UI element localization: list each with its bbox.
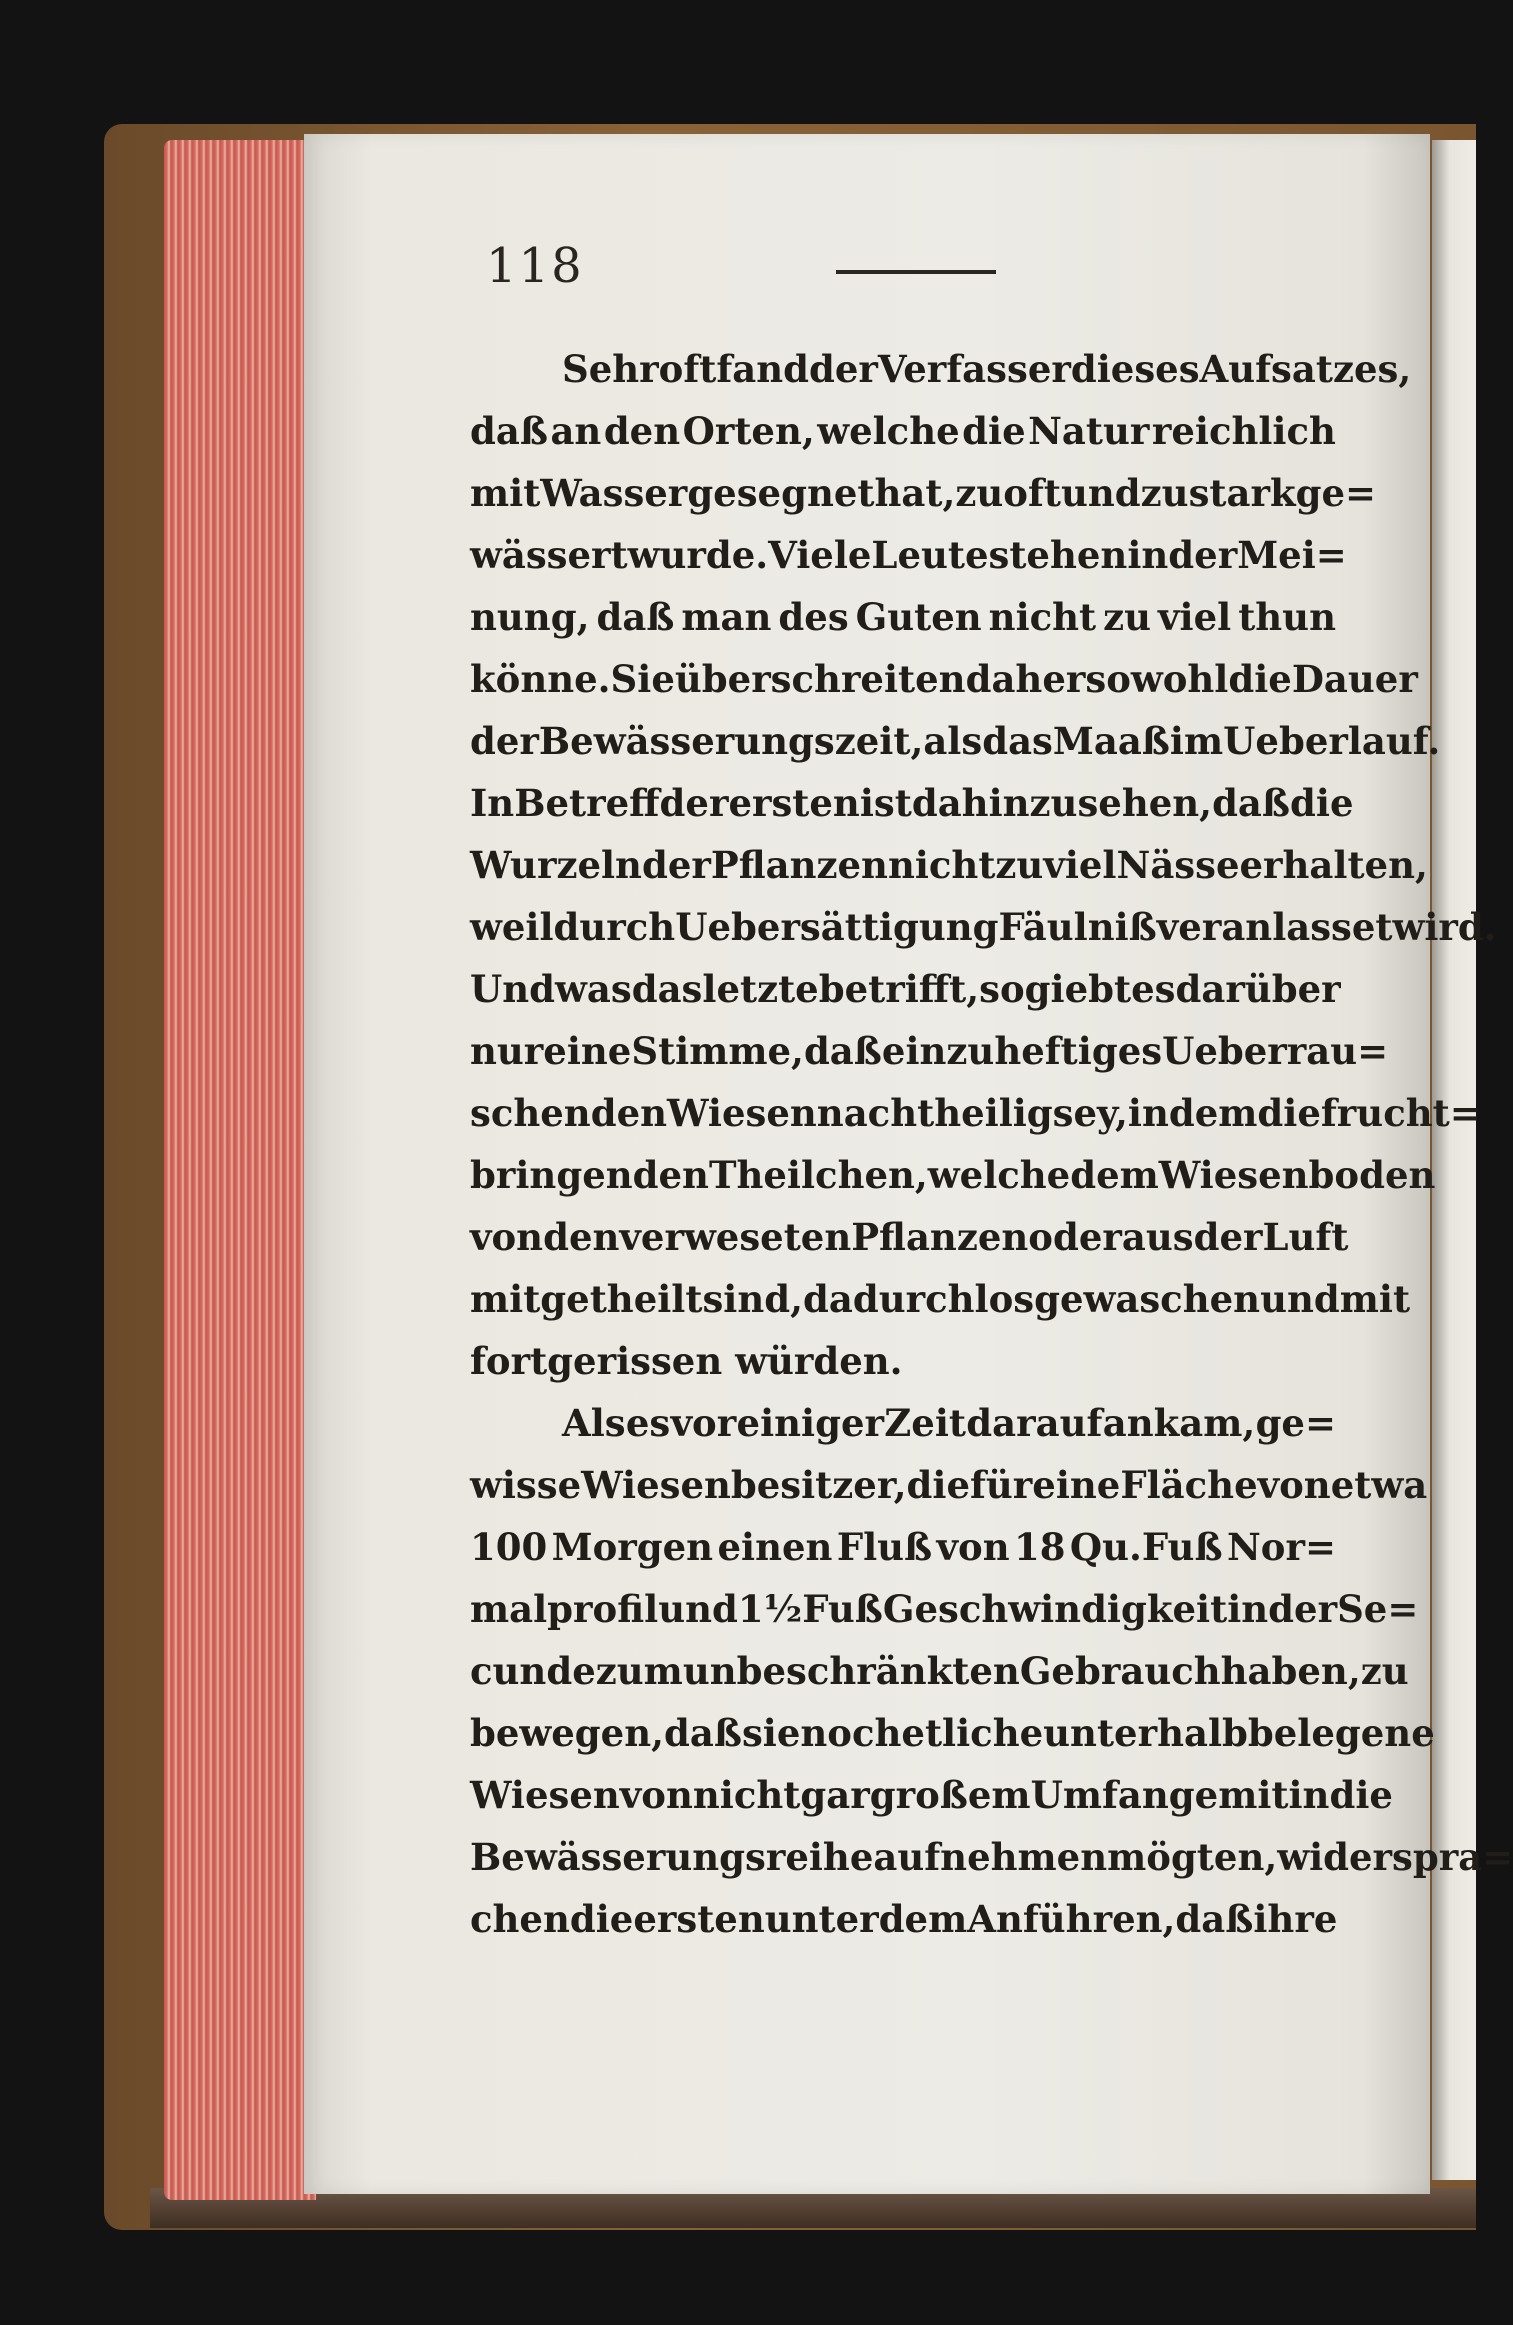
- word: darüber: [1175, 967, 1341, 1011]
- word: losgewaschen: [974, 1277, 1261, 1321]
- page-edges: [164, 140, 316, 2200]
- page-text: [470, 338, 1513, 1950]
- text-line: [470, 896, 1497, 958]
- word: haben,: [1220, 1649, 1361, 1693]
- word: die: [906, 1463, 970, 1507]
- text-line: [470, 1516, 1336, 1578]
- word: die: [1228, 657, 1292, 701]
- text-line: [470, 958, 1341, 1020]
- word: ge=: [1255, 1401, 1336, 1445]
- word: wisse: [470, 1463, 582, 1507]
- text-line: fortgerissen würden.: [470, 1339, 903, 1383]
- word: Wurzeln: [470, 843, 642, 887]
- word: Dauer: [1291, 657, 1418, 701]
- word: Guten: [855, 595, 982, 639]
- word: zum: [595, 1649, 683, 1693]
- word: Luft: [1262, 1215, 1349, 1259]
- word: der: [809, 347, 878, 391]
- word: Fäulniß: [998, 905, 1157, 949]
- word: In: [470, 781, 515, 825]
- word: in: [1227, 1587, 1269, 1631]
- word: Nässe: [1116, 843, 1240, 887]
- word: chen: [470, 1897, 570, 1941]
- word: von: [936, 1525, 1010, 1569]
- word: zu: [955, 471, 1004, 515]
- word: zu: [1360, 1649, 1409, 1693]
- word: reichlich: [1151, 409, 1336, 453]
- word: Leute: [871, 533, 989, 577]
- word: dem: [1070, 1153, 1159, 1197]
- word: widerspra=: [1277, 1835, 1513, 1879]
- word: Gebrauch: [1019, 1649, 1221, 1693]
- word: Qu.Fuß: [1069, 1525, 1223, 1569]
- text-line: [470, 1144, 1436, 1206]
- word: Wiesen: [470, 1773, 620, 1817]
- word: mit: [470, 471, 541, 515]
- word: Uebersättigung: [675, 905, 999, 949]
- word: als: [923, 719, 983, 763]
- word: 100: [470, 1525, 548, 1569]
- word: des: [778, 595, 849, 639]
- word: Pflanzen: [851, 1215, 1029, 1259]
- word: Ueberrau=: [1162, 1029, 1389, 1073]
- word: schen: [470, 1091, 591, 1135]
- word: letzte: [702, 967, 819, 1011]
- word: cunde: [470, 1649, 596, 1693]
- word: einiger: [736, 1401, 884, 1445]
- header-rule: [836, 270, 996, 274]
- word: mögten,: [1107, 1835, 1278, 1879]
- word: thun: [1238, 595, 1336, 639]
- word: und: [1260, 1277, 1340, 1321]
- word: die: [1329, 1773, 1393, 1817]
- word: Aufsatzes,: [1199, 347, 1412, 391]
- word: Fluß: [836, 1525, 933, 1569]
- word: einen: [717, 1525, 833, 1569]
- word: ein: [881, 1029, 947, 1073]
- word: was: [555, 967, 632, 1011]
- word: den: [603, 409, 681, 453]
- text-line: [470, 1764, 1393, 1826]
- word: wässert: [470, 533, 628, 577]
- word: man: [681, 595, 772, 639]
- word: stark: [1188, 471, 1296, 515]
- word: es: [1131, 967, 1176, 1011]
- word: indem: [1127, 1091, 1258, 1135]
- word: Sie: [610, 657, 675, 701]
- word: Natur: [1028, 409, 1150, 453]
- word: die: [962, 409, 1026, 453]
- word: daß: [470, 409, 548, 453]
- word: Wiesen: [667, 1091, 817, 1135]
- word: stehen: [988, 533, 1128, 577]
- text-line: [470, 586, 1336, 648]
- word: unter: [764, 1897, 879, 1941]
- word: daß: [803, 1029, 882, 1073]
- word: Stimme,: [631, 1029, 804, 1073]
- word: nicht: [988, 595, 1097, 639]
- word: unbeschränkten: [682, 1649, 1020, 1693]
- word: im: [1169, 719, 1224, 763]
- word: ist: [859, 781, 912, 825]
- word: frucht=: [1320, 1091, 1481, 1135]
- word: Morgen: [551, 1525, 714, 1569]
- text-line: [470, 524, 1347, 586]
- word: den: [590, 1091, 668, 1135]
- word: unterhalb: [1043, 1711, 1248, 1755]
- word: fand: [716, 347, 810, 391]
- page-number: 118: [486, 238, 584, 294]
- word: zuviel: [995, 843, 1117, 887]
- word: welche: [817, 409, 960, 453]
- word: betrifft,: [818, 967, 980, 1011]
- text-line: [470, 1826, 1513, 1888]
- word: von: [1257, 1463, 1331, 1507]
- word: dem: [878, 1897, 968, 1941]
- word: Mei=: [1237, 533, 1347, 577]
- word: 18: [1014, 1525, 1066, 1569]
- word: sehen,: [1077, 781, 1213, 825]
- word: weil: [470, 905, 554, 949]
- word: Bewässerungsreihe: [470, 1835, 874, 1879]
- text-line: [470, 648, 1418, 710]
- text-line: [470, 400, 1336, 462]
- word: oft: [658, 347, 717, 391]
- word: Nor=: [1226, 1525, 1336, 1569]
- word: etwa: [1330, 1463, 1428, 1507]
- word: nung,: [470, 595, 590, 639]
- word: nicht: [887, 843, 996, 887]
- word: welche: [927, 1153, 1071, 1197]
- word: dieses: [1070, 347, 1200, 391]
- word: Fläche: [1120, 1463, 1258, 1507]
- word: aus: [1121, 1215, 1194, 1259]
- word: 1½: [737, 1587, 803, 1631]
- text-line: [470, 1888, 1336, 1950]
- word: zu: [946, 1029, 995, 1073]
- word: das: [982, 719, 1053, 763]
- word: Pflanzen: [710, 843, 888, 887]
- word: eine: [543, 1029, 632, 1073]
- word: Bewässerungszeit,: [538, 719, 924, 763]
- word: oft: [1003, 471, 1061, 515]
- word: es: [625, 1401, 671, 1445]
- word: Wiesenbesitzer,: [581, 1463, 907, 1507]
- word: Wiesenboden: [1158, 1153, 1436, 1197]
- word: etliche: [901, 1711, 1044, 1755]
- word: und: [658, 1587, 738, 1631]
- word: überschreiten: [674, 657, 966, 701]
- text-line: [470, 1702, 1435, 1764]
- word: dahin: [911, 781, 1030, 825]
- text-line: [470, 1206, 1349, 1268]
- word: das: [631, 967, 703, 1011]
- word: der: [1168, 533, 1238, 577]
- word: erhalten,: [1239, 843, 1428, 887]
- word: an: [550, 409, 602, 453]
- word: Sehr: [562, 347, 659, 391]
- word: mit: [1218, 1773, 1289, 1817]
- word: der: [470, 719, 539, 763]
- word: vor: [670, 1401, 737, 1445]
- word: ankam,: [1102, 1401, 1256, 1445]
- word: so: [979, 967, 1025, 1011]
- word: daß: [1212, 781, 1291, 825]
- text-line: [470, 1578, 1419, 1640]
- word: Zeit: [884, 1401, 966, 1445]
- word: eine: [1032, 1463, 1121, 1507]
- word: zu: [1029, 781, 1078, 825]
- word: daß: [664, 1711, 742, 1755]
- word: mitgetheilt: [470, 1277, 703, 1321]
- word: sie: [741, 1711, 801, 1755]
- word: von: [470, 1215, 544, 1259]
- text-line: [470, 462, 1377, 524]
- word: nicht: [692, 1773, 801, 1817]
- word: Umfange: [1030, 1773, 1219, 1817]
- word: ge=: [1295, 471, 1377, 515]
- book-bottom-edge: [150, 2188, 1476, 2228]
- word: verweseten: [619, 1215, 852, 1259]
- word: der: [641, 843, 711, 887]
- text-line: [470, 772, 1354, 834]
- word: der: [1193, 1215, 1263, 1259]
- word: Theilchen,: [708, 1153, 928, 1197]
- word: von: [619, 1773, 693, 1817]
- word: daher: [965, 657, 1086, 701]
- word: viel: [1158, 595, 1232, 639]
- word: den: [543, 1215, 620, 1259]
- word: hat,: [874, 471, 956, 515]
- text-line: [470, 1392, 1336, 1454]
- word: zu: [1140, 471, 1189, 515]
- word: sey,: [1052, 1091, 1128, 1135]
- word: heftiges: [994, 1029, 1163, 1073]
- word: gar: [800, 1773, 870, 1817]
- word: bringenden: [470, 1153, 709, 1197]
- word: Se=: [1337, 1587, 1419, 1631]
- text-line: [470, 338, 1412, 400]
- word: nur: [470, 1029, 544, 1073]
- word: der: [659, 781, 729, 825]
- text-line: [470, 710, 1441, 772]
- word: Anführen,: [967, 1897, 1176, 1941]
- word: sowohl: [1085, 657, 1229, 701]
- text-line: [470, 1020, 1389, 1082]
- word: belegene: [1247, 1711, 1435, 1755]
- word: könne.: [470, 657, 611, 701]
- word: in: [1288, 1773, 1330, 1817]
- word: großem: [869, 1773, 1031, 1817]
- word: veranlasset: [1156, 905, 1393, 949]
- word: darauf: [966, 1401, 1103, 1445]
- word: und: [1060, 471, 1141, 515]
- word: Fuß: [802, 1587, 883, 1631]
- word: giebt: [1024, 967, 1132, 1011]
- text-line: [470, 1640, 1409, 1702]
- word: daß: [596, 595, 675, 639]
- word: Als: [562, 1401, 626, 1445]
- word: Geschwindigkeit: [882, 1587, 1228, 1631]
- word: gesegnet: [687, 471, 875, 515]
- word: die: [1290, 781, 1354, 825]
- text-line: [470, 1082, 1481, 1144]
- word: ersten: [728, 781, 860, 825]
- word: nachtheilig: [816, 1091, 1053, 1135]
- word: ersten: [633, 1897, 765, 1941]
- word: Ueberlauf.: [1223, 719, 1441, 763]
- word: Betreff: [514, 781, 660, 825]
- word: zu: [1103, 595, 1152, 639]
- word: der: [1268, 1587, 1338, 1631]
- word: Viele: [768, 533, 872, 577]
- word: wird.: [1392, 905, 1497, 949]
- text-line: [470, 1454, 1428, 1516]
- word: sind,: [702, 1277, 803, 1321]
- word: mit: [1339, 1277, 1411, 1321]
- word: Orten,: [682, 409, 815, 453]
- word: Maaß: [1052, 719, 1170, 763]
- word: Verfasser: [877, 347, 1071, 391]
- word: dadurch: [803, 1277, 975, 1321]
- word: wurde.: [627, 533, 769, 577]
- word: malprofil: [470, 1587, 659, 1631]
- word: die: [1257, 1091, 1321, 1135]
- word: noch: [800, 1711, 902, 1755]
- word: oder: [1028, 1215, 1122, 1259]
- word: aufnehmen: [873, 1835, 1108, 1879]
- word: durch: [553, 905, 676, 949]
- word: bewegen,: [470, 1711, 664, 1755]
- word: ihre: [1253, 1897, 1338, 1941]
- word: Wasser: [540, 471, 688, 515]
- word: in: [1127, 533, 1169, 577]
- word: für: [969, 1463, 1033, 1507]
- word: die: [569, 1897, 634, 1941]
- word: Und: [470, 967, 556, 1011]
- text-line: [470, 1268, 1411, 1330]
- text-line: [470, 834, 1428, 896]
- word: daß: [1175, 1897, 1254, 1941]
